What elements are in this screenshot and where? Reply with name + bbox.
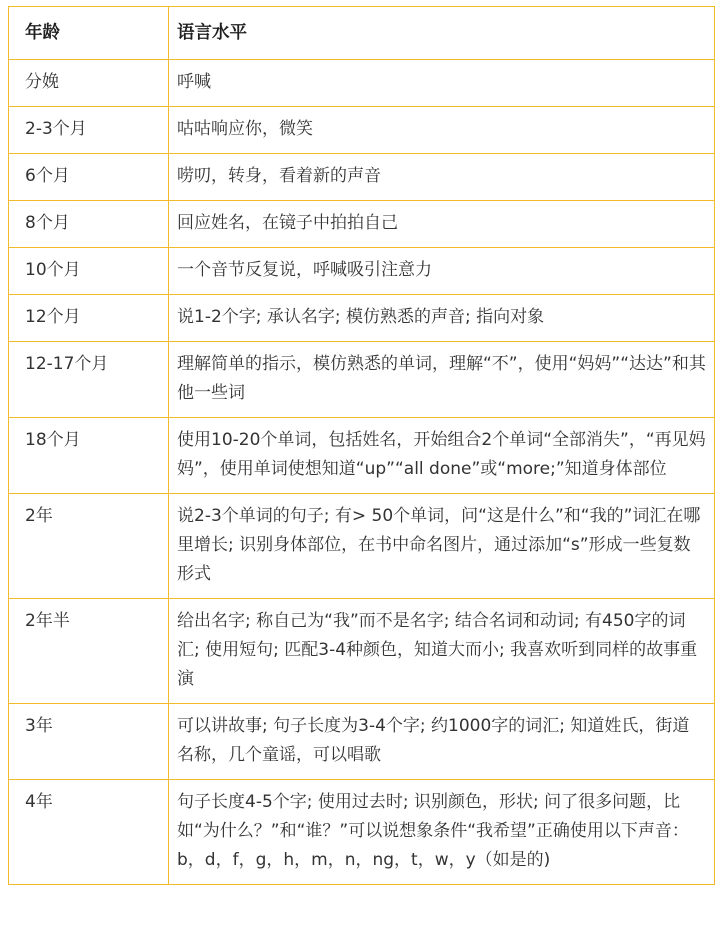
- level-cell: 理解简单的指示，模仿熟悉的单词，理解“不”，使用“妈妈”“达达”和其他一些词: [169, 342, 715, 418]
- table-row: [9, 704, 715, 780]
- age-cell: 分娩: [9, 60, 169, 107]
- age-cell: 12个月: [9, 295, 169, 342]
- age-cell: 2年半: [9, 599, 169, 704]
- level-cell: 句子长度4-5个字; 使用过去时; 识别颜色，形状; 问了很多问题，比如“为什么？”和“谁？”可以说想象条件“我希望”正确使用以下声音：b，d，f，g，h，m，n，ng，t，w，y（如是的): [169, 780, 715, 885]
- level-cell: 咕咕响应你，微笑: [169, 107, 715, 154]
- age-cell: 10个月: [9, 248, 169, 295]
- table-row: [9, 599, 715, 704]
- table-row: [9, 154, 715, 201]
- table-row: [9, 780, 715, 885]
- table-row: [9, 342, 715, 418]
- table-row: [9, 60, 715, 107]
- age-cell: 18个月: [9, 418, 169, 494]
- age-cell: 2-3个月: [9, 107, 169, 154]
- header-language-level: 语言水平: [169, 7, 715, 60]
- table-row: [9, 201, 715, 248]
- level-cell: 给出名字; 称自己为“我”而不是名字; 结合名词和动词; 有450字的词汇; 使用短句; 匹配3-4种颜色，知道大而小; 我喜欢听到同样的故事重演: [169, 599, 715, 704]
- header-age: 年龄: [9, 7, 169, 60]
- table-row: [9, 107, 715, 154]
- level-cell: 可以讲故事; 句子长度为3-4个字; 约1000字的词汇; 知道姓氏，街道名称，几个童谣，可以唱歌: [169, 704, 715, 780]
- level-cell: 唠叨，转身，看着新的声音: [169, 154, 715, 201]
- level-cell: 使用10-20个单词，包括姓名，开始组合2个单词“全部消失”，“再见妈妈”，使用单词使想知道“up”“all done”或“more;”知道身体部位: [169, 418, 715, 494]
- age-cell: 3年: [9, 704, 169, 780]
- table-row: [9, 418, 715, 494]
- language-development-table-frame: [8, 6, 714, 885]
- table-header-row: [9, 7, 715, 60]
- language-development-table: [8, 6, 715, 885]
- table-row: [9, 494, 715, 599]
- level-cell: 一个音节反复说，呼喊吸引注意力: [169, 248, 715, 295]
- level-cell: 呼喊: [169, 60, 715, 107]
- age-cell: 4年: [9, 780, 169, 885]
- table-row: [9, 248, 715, 295]
- level-cell: 回应姓名，在镜子中拍拍自己: [169, 201, 715, 248]
- age-cell: 8个月: [9, 201, 169, 248]
- level-cell: 说2-3个单词的句子; 有> 50个单词，问“这是什么”和“我的”词汇在哪里增长; 识别身体部位，在书中命名图片，通过添加“s”形成一些复数形式: [169, 494, 715, 599]
- age-cell: 2年: [9, 494, 169, 599]
- table-row: [9, 295, 715, 342]
- level-cell: 说1-2个字; 承认名字; 模仿熟悉的声音; 指向对象: [169, 295, 715, 342]
- age-cell: 6个月: [9, 154, 169, 201]
- age-cell: 12-17个月: [9, 342, 169, 418]
